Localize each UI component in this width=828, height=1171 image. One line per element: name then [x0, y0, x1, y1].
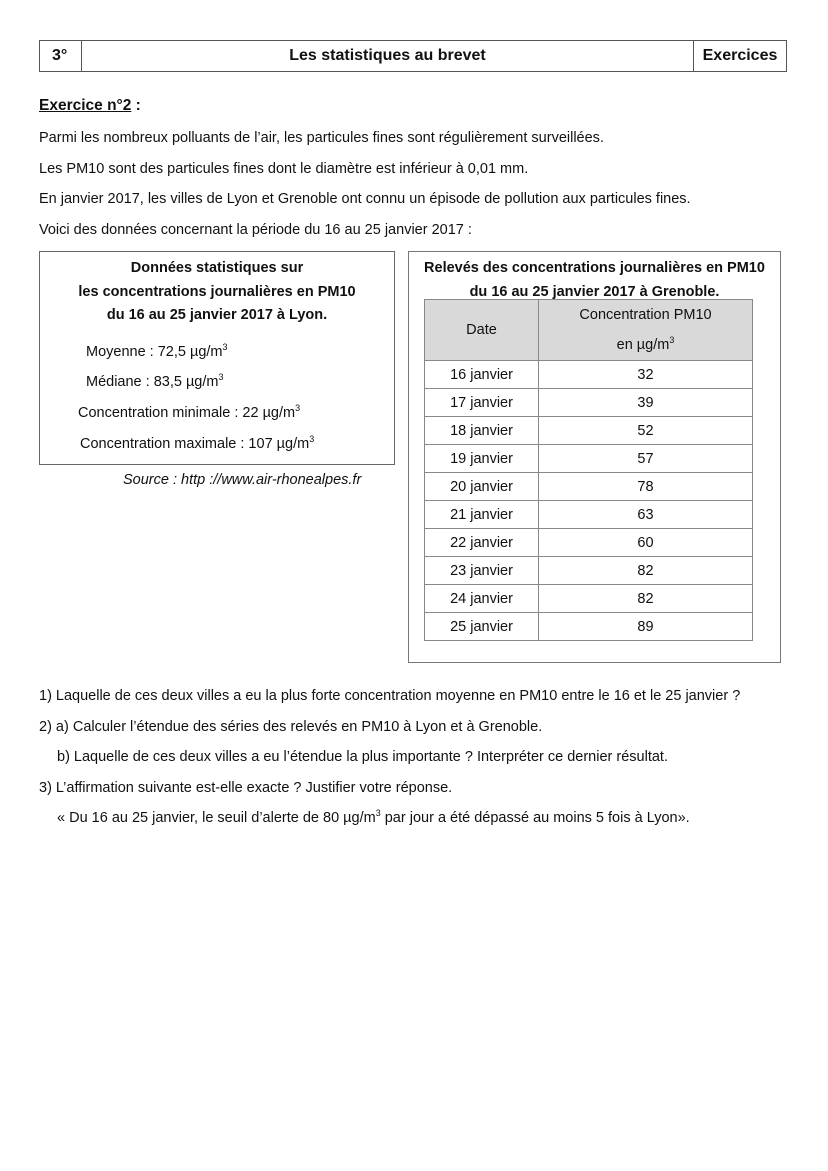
grenoble-box-title	[409, 257, 780, 304]
lyon-stats-box	[39, 251, 395, 465]
lyon-box-title	[40, 257, 394, 328]
exponent: 3	[669, 335, 675, 345]
lyon-median-text: Médiane : 83,5 µg/m	[86, 374, 219, 390]
pm10-table	[424, 299, 753, 641]
worksheet-header	[39, 40, 787, 72]
value-cell: 89	[539, 613, 753, 641]
value-cell: 39	[539, 389, 753, 417]
lyon-max	[80, 436, 314, 452]
exercise-intro	[39, 128, 799, 250]
table-header-row	[425, 300, 753, 361]
exercise-title-colon: :	[131, 97, 141, 114]
exponent: 3	[222, 342, 228, 352]
lyon-max-text: Concentration maximale : 107 µg/m	[80, 436, 310, 452]
grenoble-title-line: Relevés des concentrations journalières en PM10	[424, 260, 765, 276]
value-cell: 63	[539, 501, 753, 529]
value-cell: 82	[539, 557, 753, 585]
exercise-number: Exercice n°2	[39, 97, 132, 114]
date-cell: 25 janvier	[425, 613, 539, 641]
lyon-mean	[86, 344, 228, 360]
date-cell: 24 janvier	[425, 585, 539, 613]
table-row	[425, 613, 753, 641]
lyon-mean-text: Moyenne : 72,5 µg/m	[86, 344, 223, 360]
table-row	[425, 473, 753, 501]
value-cell: 52	[539, 417, 753, 445]
conc-unit: en µg/m	[616, 337, 670, 353]
question-1: 1) Laquelle de ces deux villes a eu la plus forte concentration moyenne en PM10 entre le 16 et le 25 janvier ?	[39, 688, 741, 704]
quote-text-end: par jour a été dépassé au moins 5 fois à Lyon».	[380, 810, 690, 826]
worksheet-type: Exercices	[693, 41, 786, 71]
date-cell: 20 janvier	[425, 473, 539, 501]
lyon-title-line: les concentrations journalières en PM10	[78, 283, 356, 300]
date-cell: 18 janvier	[425, 417, 539, 445]
concentration-column-header	[539, 300, 753, 361]
table-row	[425, 529, 753, 557]
date-column-header: Date	[425, 300, 539, 361]
date-cell: 17 janvier	[425, 389, 539, 417]
value-cell: 60	[539, 529, 753, 557]
grenoble-title-line: du 16 au 25 janvier 2017 à Grenoble.	[469, 283, 720, 300]
quote-text-start: « Du 16 au 25 janvier, le seuil d’alerte de 80 µg/m	[57, 810, 376, 826]
intro-line: Les PM10 sont des particules fines dont le diamètre est inférieur à 0,01 mm.	[39, 160, 529, 177]
date-cell: 19 janvier	[425, 445, 539, 473]
lyon-title-line: Données statistiques sur	[130, 260, 304, 276]
data-source: Source : http ://www.air-rhonealpes.fr	[123, 472, 362, 488]
exponent: 3	[309, 434, 315, 444]
table-row	[425, 417, 753, 445]
lyon-min-text: Concentration minimale : 22 µg/m	[78, 405, 296, 421]
value-cell: 57	[539, 445, 753, 473]
table-row	[425, 389, 753, 417]
value-cell: 32	[539, 361, 753, 389]
date-cell: 21 janvier	[425, 501, 539, 529]
table-row	[425, 361, 753, 389]
lyon-median	[86, 374, 224, 390]
table-row	[425, 557, 753, 585]
lyon-min	[78, 405, 300, 421]
grade-level: 3°	[40, 41, 82, 71]
exercise-title	[39, 97, 141, 115]
date-cell: 22 janvier	[425, 529, 539, 557]
conc-header-line2	[539, 330, 752, 360]
intro-line: Parmi les nombreux polluants de l’air, les particules fines sont régulièrement surveillées.	[39, 130, 604, 146]
worksheet-title: Les statistiques au brevet	[289, 47, 486, 64]
intro-line: Voici des données concernant la période du 16 au 25 janvier 2017 :	[39, 221, 472, 238]
question-2a: 2) a) Calculer l’étendue des séries des relevés en PM10 à Lyon et à Grenoble.	[39, 718, 543, 735]
intro-line: En janvier 2017, les villes de Lyon et Grenoble ont connu un épisode de pollution aux particules fines.	[39, 191, 691, 207]
value-cell: 78	[539, 473, 753, 501]
question-3: 3) L’affirmation suivante est-elle exacte ? Justifier votre réponse.	[39, 779, 453, 796]
question-2b: b) Laquelle de ces deux villes a eu l’étendue la plus importante ? Interpréter ce dernier résultat.	[57, 749, 668, 765]
table-row	[425, 501, 753, 529]
exponent: 3	[218, 372, 224, 382]
questions	[39, 686, 809, 839]
exponent: 3	[375, 808, 381, 818]
date-cell: 23 janvier	[425, 557, 539, 585]
question-3-quote	[39, 808, 809, 839]
exponent: 3	[295, 403, 301, 413]
lyon-title-line: du 16 au 25 janvier 2017 à Lyon.	[106, 307, 328, 323]
table-row	[425, 445, 753, 473]
conc-header-line1: Concentration PM10	[579, 307, 712, 323]
value-cell: 82	[539, 585, 753, 613]
grenoble-readings-box	[408, 251, 781, 663]
date-cell: 16 janvier	[425, 361, 539, 389]
table-row	[425, 585, 753, 613]
